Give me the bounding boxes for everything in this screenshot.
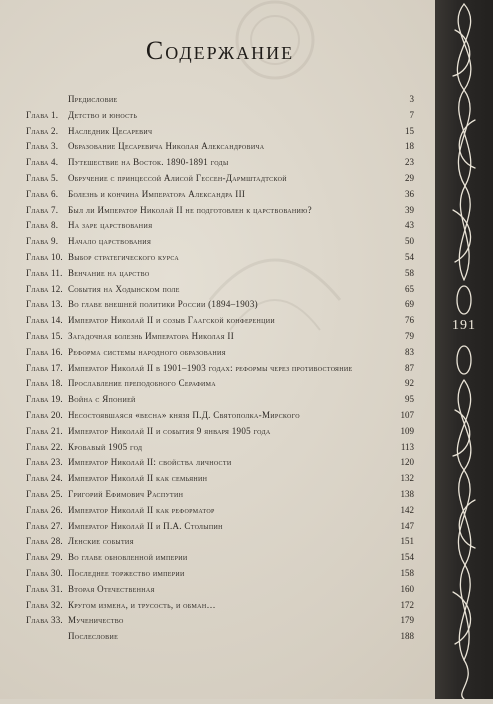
toc-chapter-title: Кругом измена, и трусость, и обман… — [68, 599, 216, 610]
toc-chapter-title: На заре царствования — [68, 220, 153, 231]
toc-chapter-title: Несостоявшаяся «весна» князя П.Д. Святополка-Мирского — [68, 409, 300, 420]
toc-chapter-title: Путешествие на Восток. 1890-1891 годы — [68, 157, 229, 168]
toc-chapter-number: Глава 15. — [26, 330, 63, 341]
toc-chapter-title: Был ли Император Николай II не подготовлен к царствованию? — [68, 204, 312, 215]
toc-page-number: 107 — [400, 409, 414, 420]
toc-entry — [26, 426, 414, 437]
toc-chapter-title: Император Николай II и П.А. Столыпин — [68, 520, 223, 531]
toc-page-number: 109 — [400, 425, 414, 436]
toc-entry — [26, 173, 414, 184]
toc-entry — [26, 631, 414, 642]
table-of-contents — [26, 94, 414, 647]
toc-entry — [26, 110, 414, 121]
toc-page-number: 36 — [405, 188, 414, 199]
toc-page-number: 39 — [405, 204, 414, 215]
page-number: 191 — [452, 318, 476, 333]
toc-page-number: 50 — [405, 236, 414, 247]
toc-chapter-number: Глава 13. — [26, 299, 63, 310]
toc-chapter-title: Прославление преподобного Серафима — [68, 378, 216, 389]
toc-entry — [26, 315, 414, 326]
toc-chapter-title: Император Николай II и события 9 января 1905 года — [68, 425, 271, 436]
toc-chapter-number: Глава 31. — [26, 583, 63, 594]
toc-page-number: 92 — [405, 378, 414, 389]
toc-chapter-title: Загадочная болезнь Императора Николая II — [68, 330, 235, 341]
toc-chapter-number: Глава 10. — [26, 251, 63, 262]
toc-page-number: 7 — [409, 109, 414, 120]
ornament-strip — [435, 0, 493, 699]
toc-page-number: 147 — [400, 520, 414, 531]
toc-entry — [26, 410, 414, 421]
toc-page-number: 172 — [400, 599, 414, 610]
toc-entry — [26, 505, 414, 516]
toc-chapter-title: Предисловие — [68, 94, 118, 104]
toc-page-number: 154 — [400, 552, 414, 563]
toc-chapter-number: Глава 1. — [26, 109, 59, 120]
toc-chapter-title: События на Ходынском поле — [68, 283, 180, 294]
toc-entry — [26, 489, 414, 500]
toc-page-number: 83 — [405, 346, 414, 357]
toc-chapter-number: Глава 27. — [26, 520, 63, 531]
toc-chapter-number: Глава 16. — [26, 346, 63, 357]
toc-page-number: 179 — [400, 615, 414, 626]
toc-chapter-title: Григорий Ефимович Распутин — [68, 488, 184, 499]
toc-chapter-title: Кровавый 1905 год — [68, 441, 143, 452]
toc-entry — [26, 552, 414, 563]
toc-page-number: 132 — [400, 473, 414, 484]
toc-chapter-title: Послесловие — [68, 631, 119, 642]
toc-page-number: 43 — [405, 220, 414, 231]
toc-chapter-title: Наследник Цесаревич — [68, 125, 153, 136]
toc-entry — [26, 568, 414, 579]
toc-chapter-number: Глава 18. — [26, 378, 63, 389]
toc-chapter-title: Император Николай II как реформатор — [68, 504, 215, 515]
toc-chapter-title: Мученичество — [68, 615, 124, 626]
toc-chapter-number: Глава 21. — [26, 425, 63, 436]
toc-chapter-number: Глава 17. — [26, 362, 63, 373]
toc-chapter-number: Глава 6. — [26, 188, 59, 199]
toc-entry — [26, 536, 414, 547]
toc-chapter-title: Император Николай II как семьянин — [68, 473, 208, 484]
toc-entry — [26, 189, 414, 200]
toc-page-number: 151 — [400, 536, 414, 547]
toc-entry — [26, 473, 414, 484]
toc-page-number: 76 — [405, 315, 414, 326]
toc-page-number: 160 — [400, 583, 414, 594]
toc-chapter-title: Венчание на царство — [68, 267, 150, 278]
toc-entry — [26, 394, 414, 405]
toc-chapter-title: Во главе внешней политики России (1894–1903) — [68, 299, 258, 310]
page-title: Содержание — [145, 36, 295, 65]
scroll-ornament-icon — [435, 0, 493, 699]
toc-chapter-number: Глава 4. — [26, 157, 59, 168]
toc-chapter-number: Глава 28. — [26, 536, 63, 547]
toc-entry — [26, 378, 414, 389]
toc-entry — [26, 600, 414, 611]
toc-chapter-title: Ленские события — [68, 536, 134, 547]
toc-chapter-title: Война с Японией — [68, 394, 136, 405]
toc-chapter-number: Глава 19. — [26, 394, 63, 405]
toc-chapter-number: Глава 20. — [26, 409, 63, 420]
toc-chapter-title: Обручение с принцессой Алисой Гессен-Дармштадтской — [68, 172, 287, 183]
toc-page-number: 142 — [400, 504, 414, 515]
toc-chapter-title: Реформа системы народного образования — [68, 346, 226, 357]
toc-chapter-number: Глава 7. — [26, 204, 59, 215]
toc-chapter-number: Глава 30. — [26, 567, 63, 578]
toc-chapter-number: Глава 24. — [26, 473, 63, 484]
toc-chapter-title: Во главе обновленной империи — [68, 552, 188, 563]
toc-entry — [26, 236, 414, 247]
toc-chapter-number: Глава 23. — [26, 457, 63, 468]
toc-page-number: 54 — [405, 251, 414, 262]
toc-page-number: 158 — [400, 567, 414, 578]
toc-entry — [26, 141, 414, 152]
toc-entry — [26, 457, 414, 468]
toc-chapter-number: Глава 26. — [26, 504, 63, 515]
toc-chapter-title: Император Николай II: свойства личности — [68, 457, 232, 468]
toc-page-number: 138 — [400, 488, 414, 499]
toc-entry — [26, 347, 414, 358]
toc-page-number: 23 — [405, 157, 414, 168]
toc-page-number: 15 — [405, 125, 414, 136]
toc-page-number: 65 — [405, 283, 414, 294]
toc-chapter-title: Детство и юность — [68, 109, 138, 120]
toc-entry — [26, 205, 414, 216]
toc-chapter-number: Глава 11. — [26, 267, 63, 278]
toc-chapter-number: Глава 12. — [26, 283, 63, 294]
toc-chapter-number: Глава 22. — [26, 441, 63, 452]
toc-chapter-number: Глава 2. — [26, 125, 59, 136]
toc-entry — [26, 94, 414, 105]
toc-chapter-number: Глава 5. — [26, 172, 59, 183]
toc-chapter-title: Образование Цесаревича Николая Александровича — [68, 141, 265, 152]
toc-chapter-title: Император Николай II в 1901–1903 годах: реформы через противостояние — [68, 362, 353, 373]
toc-entry — [26, 284, 414, 295]
toc-chapter-number: Глава 9. — [26, 236, 59, 247]
toc-entry — [26, 442, 414, 453]
toc-page-number: 95 — [405, 394, 414, 405]
toc-page-number: 79 — [405, 330, 414, 341]
toc-entry — [26, 299, 414, 310]
toc-chapter-number: Глава 8. — [26, 220, 59, 231]
toc-entry — [26, 521, 414, 532]
toc-chapter-title: Вторая Отечественная — [68, 583, 155, 594]
toc-page-number: 120 — [400, 457, 414, 468]
toc-page-number: 69 — [405, 299, 414, 310]
toc-chapter-title: Император Николай II и созыв Гаагской конференции — [68, 315, 276, 326]
toc-chapter-number: Глава 29. — [26, 552, 63, 563]
toc-page-number: 188 — [400, 631, 414, 642]
toc-entry — [26, 363, 414, 374]
toc-entry — [26, 220, 414, 231]
toc-chapter-title: Болезнь и кончина Императора Александра III — [68, 188, 246, 199]
toc-entry — [26, 157, 414, 168]
toc-chapter-number: Глава 32. — [26, 599, 63, 610]
toc-entry — [26, 252, 414, 263]
toc-chapter-number: Глава 14. — [26, 315, 63, 326]
toc-chapter-number: Глава 33. — [26, 615, 63, 626]
toc-entry — [26, 126, 414, 137]
toc-page-number: 87 — [405, 362, 414, 373]
toc-entry — [26, 268, 414, 279]
toc-chapter-title: Последнее торжество империи — [68, 567, 185, 578]
toc-page-number: 3 — [409, 94, 414, 104]
toc-page-number: 18 — [405, 141, 414, 152]
toc-entry — [26, 331, 414, 342]
toc-chapter-title: Выбор стратегического курса — [68, 251, 180, 262]
toc-page-number: 58 — [405, 267, 414, 278]
toc-entry — [26, 615, 414, 626]
toc-chapter-number: Глава 3. — [26, 141, 59, 152]
toc-page-number: 113 — [400, 441, 414, 452]
toc-page-number: 29 — [405, 172, 414, 183]
toc-chapter-number: Глава 25. — [26, 488, 63, 499]
toc-entry — [26, 584, 414, 595]
toc-chapter-title: Начало царствования — [68, 236, 152, 247]
